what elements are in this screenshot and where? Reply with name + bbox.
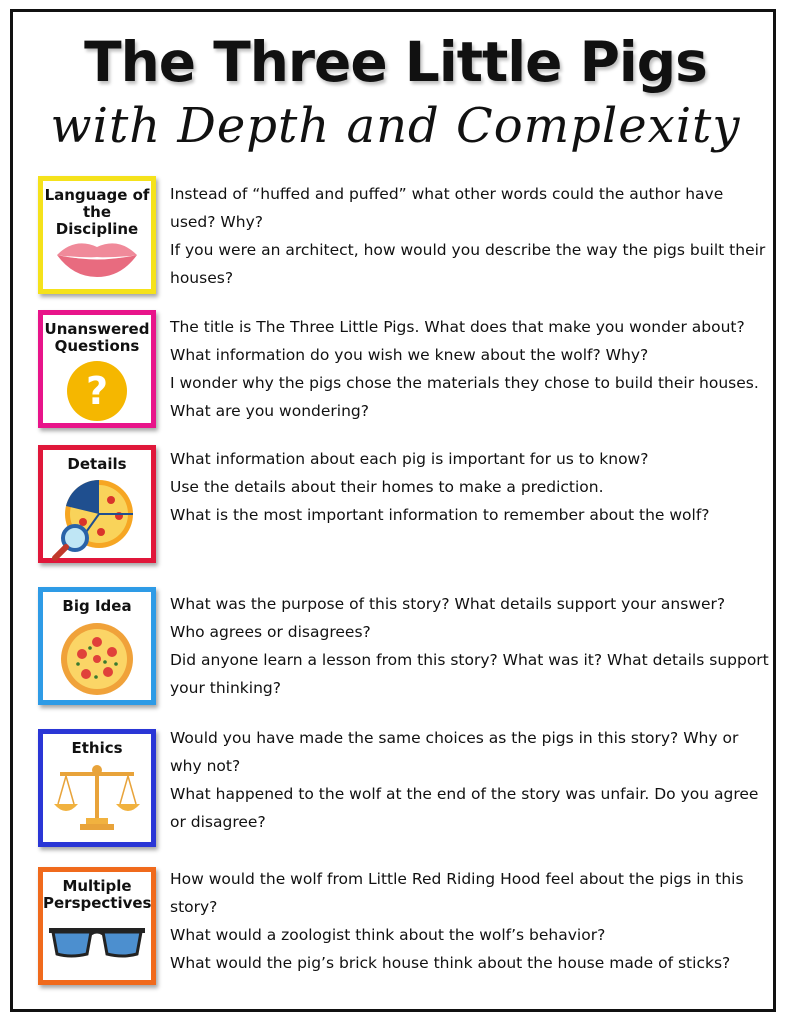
card-label: Multiple Perspectives bbox=[43, 877, 152, 912]
card-ethics bbox=[38, 729, 156, 847]
question-text: Who agrees or disagrees? bbox=[170, 623, 371, 641]
question-text: Instead of “huffed and puffed” what other words could the author have used? Why? bbox=[170, 185, 724, 231]
question-text: The title is The Three Little Pigs. What does that make you wonder about? bbox=[170, 318, 745, 336]
question-text: Would you have made the same choices as the pigs in this story? Why or why not? bbox=[170, 729, 739, 775]
card-details bbox=[38, 445, 156, 563]
question-list bbox=[170, 724, 770, 836]
question-text: What are you wondering? bbox=[170, 402, 369, 420]
question-text: What was the purpose of this story? What details support your answer? bbox=[170, 595, 726, 613]
question-text: What would the pig’s brick house think about the house made of sticks? bbox=[170, 954, 731, 972]
pizza-icon bbox=[60, 622, 134, 696]
question-text: If you were an architect, how would you describe the way the pigs built their houses? bbox=[170, 241, 766, 287]
question-text: What would a zoologist think about the wolf’s behavior? bbox=[170, 926, 606, 944]
question-text: Use the details about their homes to make a prediction. bbox=[170, 478, 604, 496]
question-list bbox=[170, 865, 770, 977]
card-multiple-perspectives bbox=[38, 867, 156, 985]
question-text: How would the wolf from Little Red Riding Hood feel about the pigs in this story? bbox=[170, 870, 744, 916]
question-text: What is the most important information to remember about the wolf? bbox=[170, 506, 710, 524]
card-unanswered-questions bbox=[38, 310, 156, 428]
card-label: Unanswered Questions bbox=[44, 320, 150, 355]
card-label: Details bbox=[67, 455, 127, 473]
card-label: Ethics bbox=[71, 739, 123, 757]
question-text: I wonder why the pigs chose the materials they chose to build their houses. bbox=[170, 374, 759, 392]
question-list bbox=[170, 180, 770, 292]
question-mark-icon bbox=[66, 360, 128, 422]
question-text: Did anyone learn a lesson from this story? What was it? What details support your thinking? bbox=[170, 651, 769, 697]
question-text: What happened to the wolf at the end of the story was unfair. Do you agree or disagree? bbox=[170, 785, 759, 831]
question-list bbox=[170, 445, 770, 529]
scales-icon bbox=[52, 762, 142, 838]
question-text: What information do you wish we knew about the wolf? Why? bbox=[170, 346, 649, 364]
card-big-idea bbox=[38, 587, 156, 705]
lips-icon bbox=[55, 237, 139, 277]
page-subtitle: with Depth and Complexity bbox=[50, 98, 741, 154]
question-list bbox=[170, 313, 770, 425]
card-language-of-the-discipline bbox=[38, 176, 156, 294]
question-text: What information about each pig is important for us to know? bbox=[170, 450, 649, 468]
glasses-icon bbox=[47, 924, 147, 960]
pizza-magnifier-icon bbox=[49, 476, 145, 562]
page-title: The Three Little Pigs bbox=[84, 30, 707, 94]
svg-text:?: ? bbox=[85, 369, 109, 413]
card-label: Language of the Discipline bbox=[44, 186, 150, 238]
card-label: Big Idea bbox=[62, 597, 132, 615]
question-list bbox=[170, 590, 770, 702]
